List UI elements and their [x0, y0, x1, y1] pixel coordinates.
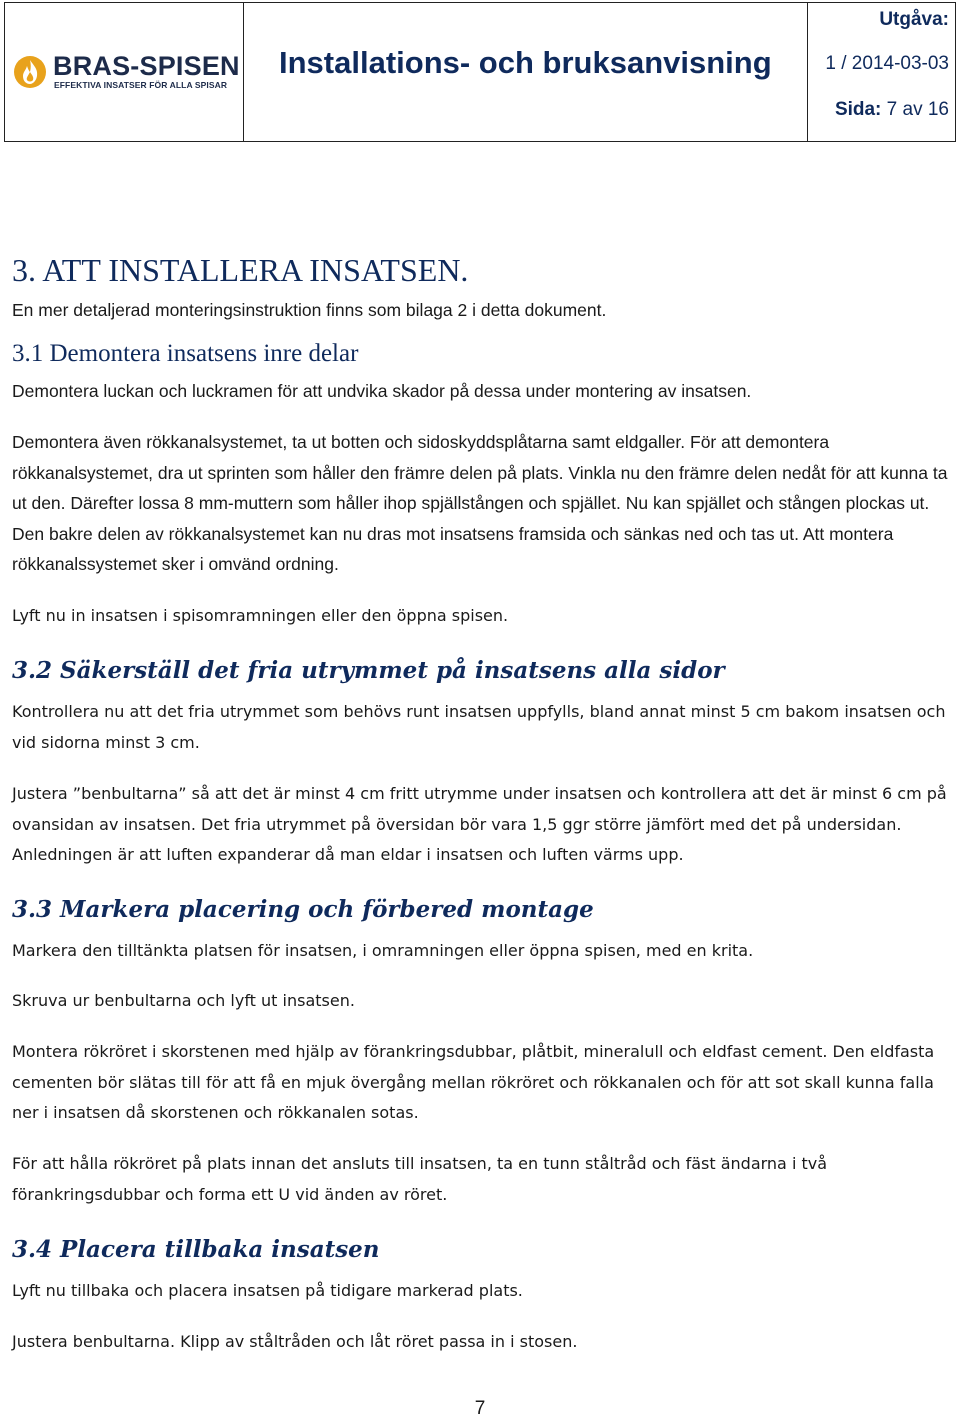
- section-3-intro: En mer detaljerad monteringsinstruktion finns som bilaga 2 i detta dokument.: [12, 300, 607, 320]
- section-3-3-paragraph-4: För att hålla rökröret på plats innan det ansluts till insatsen, ta en tunn ståltråd och fäst ändarna i två förankringsdubbar och forma ett U vid änden av röret.: [12, 1154, 828, 1204]
- page-value: 7 av 16: [886, 99, 949, 120]
- section-3-2-heading: 3.2 Säkerställ det fria utrymmet på insatsens alla sidor: [12, 657, 725, 684]
- edition-label: Utgåva:: [879, 9, 949, 30]
- section-3-4-heading: 3.4 Placera tillbaka insatsen: [12, 1236, 380, 1263]
- page-label: Sida:: [834, 99, 882, 120]
- logo-tagline: EFFEKTIVA INSATSER FÖR ALLA SPISAR: [54, 80, 228, 90]
- header-meta-cell: [807, 3, 955, 141]
- edition-value: 1 / 2014-03-03: [825, 53, 949, 74]
- section-3-1-paragraph-3: Lyft nu in insatsen i spisomramningen eller den öppna spisen.: [12, 606, 509, 625]
- section-3-3-paragraph-3: Montera rökröret i skorstenen med hjälp av förankringsdubbar, plåtbit, mineralull och eldfast cement. Den eldfasta cementen bör slätas till för att få en mjuk övergång mellan rökröret och rökkanalen och för att sot skall kunna falla ner i insatsen då skorstenen och rökkanalen sotas.: [12, 1042, 935, 1122]
- document-header: [4, 2, 956, 142]
- section-3-3-paragraph-2: Skruva ur benbultarna och lyft ut insatsen.: [12, 991, 355, 1010]
- page-indicator: [835, 99, 949, 121]
- section-3-1-heading: 3.1 Demontera insatsens inre delar: [12, 340, 359, 367]
- section-3-2-paragraph-1: Kontrollera nu att det fria utrymmet som behövs runt insatsen uppfylls, bland annat minst 5 cm bakom insatsen och vid sidorna minst 3 cm.: [12, 702, 946, 752]
- header-title-cell: [243, 3, 808, 141]
- header-logo-cell: [5, 3, 244, 141]
- section-3-2-paragraph-2: Justera ”benbultarna” så att det är minst 4 cm fritt utrymme under insatsen och kontrollera att det är minst 6 cm på ovansidan av insatsen. Det fria utrymmet på översidan bör vara 1,5 ggr större jämfört med det på undersidan. Anledningen är att luften expanderar då man eldar i insatsen och luften värms upp.: [12, 784, 947, 864]
- flame-logo-icon: [13, 55, 47, 89]
- section-3-3-heading: 3.3 Markera placering och förbered montage: [12, 896, 594, 923]
- section-3-4-paragraph-1: Lyft nu tillbaka och placera insatsen på tidigare markerad plats.: [12, 1281, 523, 1300]
- section-3-1-paragraph-1: Demontera luckan och luckramen för att undvika skador på dessa under montering av insatsen.: [12, 381, 752, 401]
- section-3-3-paragraph-1: Markera den tilltänkta platsen för insatsen, i omramningen eller öppna spisen, med en krita.: [12, 941, 754, 960]
- logo-name: BRAS-SPISEN: [53, 51, 240, 81]
- page-number: 7: [474, 1398, 486, 1419]
- document-title: Installations- och bruksanvisning: [279, 45, 772, 80]
- section-3-4-paragraph-2: Justera benbultarna. Klipp av ståltråden och låt röret passa in i stosen.: [12, 1332, 578, 1351]
- section-3-1-paragraph-2: Demontera även rökkanalsystemet, ta ut botten och sidoskyddsplåtarna samt eldgaller. För att demontera rökkanalsystemet, dra ut sprinten som håller den främre delen på plats. Vinkla nu den främre delen nedåt för att kunna ta ut den. Därefter lossa 8 mm-muttern som håller ihop spjällstången och spjället. Nu kan spjället och stången plockas ut. Den bakre delen av rökkanalsystemet kan nu dras mot insatsens framsida och sänkas ned och tas ut. Att montera rökkanalssystemet sker i omvänd ordning.: [12, 432, 948, 574]
- section-3-heading: 3. ATT INSTALLERA INSATSEN.: [12, 252, 469, 288]
